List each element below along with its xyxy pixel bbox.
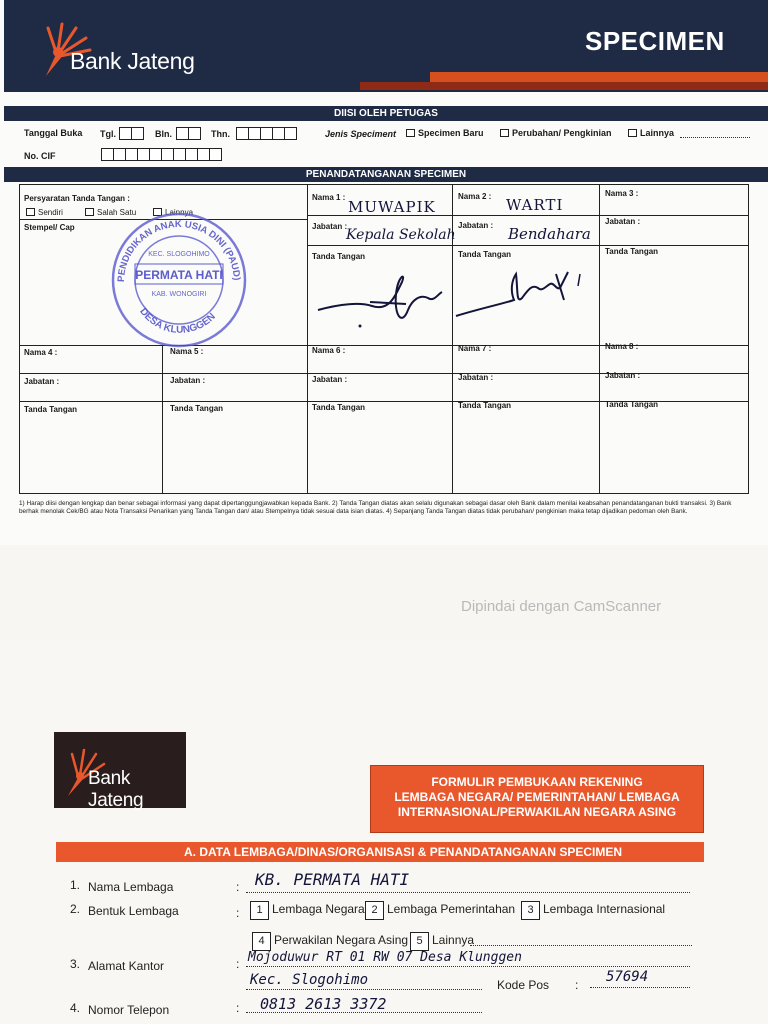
alamat-value-1[interactable]: Mojoduwur RT 01 RW 07 Desa Klunggen [248,950,522,965]
option-number-box: 3 [521,901,540,920]
opt-lembaga-negara[interactable] [250,901,365,920]
header-stripe-dark [360,82,768,90]
bln-field[interactable] [176,127,200,140]
nama1-label: Nama 1 : [312,193,346,202]
specimen-title: SPECIMEN [585,26,725,56]
opt-label: Specimen Baru [418,128,484,138]
opt-lembaga-internasional[interactable] [521,901,665,920]
bank-jateng-logo-dark [54,732,186,811]
ttd1-label: Tanda Tangan [312,252,366,261]
checkbox-icon [85,208,94,216]
nama-lembaga-label: Nama Lembaga [88,880,174,894]
persyaratan-label: Persyaratan Tanda Tangan : [24,194,130,203]
no-cif-field[interactable] [101,148,221,161]
colon: : [236,880,240,894]
opt-perwakilan-negara-asing[interactable] [252,932,408,951]
kode-pos-value[interactable]: 57694 [606,969,649,985]
kode-pos-label: Kode Pos [497,978,550,992]
alamat-kantor-label: Alamat Kantor [88,959,165,973]
opt-label: Lembaga Pemerintahan [387,902,516,916]
footnote: 1) Harap diisi dengan lengkap dan benar sebagai informasi yang dapat dipertanggungjawabkan kepada Bank. 2) Tanda Tangan diatas akan selalu digunakan sebagai dasar oleh Bank dalam menilai keabsahan penandatanganan bukti transaksi. 3) Bank berhak menolak Cek/BG atau Nota Transaksi Penarikan yang Tanda Tangan dan/ atau Stempelnya tidak sesuai data isian diatas. 4) Sepanjang Tanda Tangan diatas tidak perubahan/ pengkinian maka tetap dijadikan pedoman oleh Bank. [19,500,732,516]
nama3-label: Nama 3 : [605,189,639,198]
ttd7-label: Tanda Tangan [458,401,512,410]
jabatan8-label: Jabatan : [605,371,641,380]
checkbox-icon [406,129,415,137]
jabatan2-label: Jabatan : [458,221,494,230]
jabatan4-label: Jabatan : [24,377,60,386]
nomor-telepon-label: Nomor Telepon [88,1003,170,1017]
row1-number: 1. [70,878,81,892]
opt-lainnya[interactable] [628,128,674,138]
opt-sendiri[interactable] [26,208,63,217]
nama-lembaga-line [246,892,690,893]
title-line-1: FORMULIR PEMBUKAAN REKENING [431,775,643,789]
no-cif-label: No. CIF [24,151,56,161]
stamp-kab: KAB. WONOGIRI [151,291,207,298]
lainnya-line [680,137,750,138]
svg-text:DESA KLUNGGEN [137,306,218,336]
opt-label: Lainnya [432,933,475,947]
bank-name-2: Bank Jateng [88,768,144,811]
colon: : [236,1001,240,1015]
opt-label: Lembaga Internasional [543,902,666,916]
tgl-field[interactable] [119,127,143,140]
section-a-bar: A. DATA LEMBAGA/DINAS/ORGANISASI & PENANDATANGANAN SPECIMEN [56,842,704,862]
nama5-label: Nama 5 : [170,347,204,356]
bln-label: Bln. [155,129,172,139]
opt-label: Perwakilan Negara Asing [274,933,409,947]
ttd3-label: Tanda Tangan [605,247,659,256]
stamp-arc-top: PENDIDIKAN ANAK USIA DINI (PAUD) [115,218,242,283]
stamp-name: PERMATA HATI [135,268,223,282]
ttd5-label: Tanda Tangan [170,404,224,413]
nama2-label: Nama 2 : [458,192,492,201]
jabatan5-label: Jabatan : [170,376,206,385]
jabatan7-label: Jabatan : [458,373,494,382]
petugas-bar: DIISI OLEH PETUGAS [4,106,768,121]
row4-number: 4. [70,1001,81,1015]
ttd8-label: Tanda Tangan [605,400,659,409]
opt-label: Perubahan/ Pengkinian [512,128,612,138]
alamat-value-2[interactable]: Kec. Slogohimo [250,972,369,988]
title-line-2: LEMBAGA NEGARA/ PEMERINTAHAN/ LEMBAGA [394,790,680,804]
form-title-box [370,765,704,833]
tgl-label: Tgl. [100,129,116,139]
checkbox-icon [628,129,637,137]
lainnya-line [470,945,692,946]
stempel-label: Stempel/ Cap [24,223,75,232]
option-number-box: 2 [365,901,384,920]
opt-label: Sendiri [38,208,63,217]
row3-number: 3. [70,957,81,971]
thn-field[interactable] [236,127,296,140]
row2-number: 2. [70,902,81,916]
title-line-3: INTERNASIONAL/PERWAKILAN NEGARA ASING [397,805,677,819]
opt-label: Lainnya [165,208,194,217]
nama-lembaga-value[interactable]: KB. PERMATA HATI [255,870,410,889]
header-stripe [430,72,768,82]
nama6-label: Nama 6 : [312,346,346,355]
bentuk-lembaga-label: Bentuk Lembaga [88,904,179,918]
jabatan6-label: Jabatan : [312,375,348,384]
option-number-box: 5 [410,932,429,951]
penandatanganan-bar: PENANDATANGANAN SPECIMEN [4,167,768,182]
nama7-label: Nama 7 : [458,344,492,353]
bank-name: Bank Jateng [70,48,195,74]
jabatan1-value: Kepala Sekolah [346,227,456,243]
opt-lembaga-pemerintahan[interactable] [365,901,515,920]
alamat-line-2 [246,989,482,990]
opt-label: Salah Satu [97,208,137,217]
jabatan1-label: Jabatan : [312,222,348,231]
stamp-kec: KEC. SLOGOHIMO [148,251,210,258]
jabatan3-label: Jabatan : [605,217,641,226]
jabatan2-value: Bendahara [508,225,591,243]
tanggal-buka-label: Tanggal Buka [24,128,83,138]
ttd6-label: Tanda Tangan [312,403,366,412]
alamat-line-1 [246,966,690,967]
checkbox-icon [26,208,35,216]
stamp-arc-bottom: DESA KLUNGGEN [137,306,218,336]
camscanner-watermark: Dipindai dengan CamScanner [461,598,662,615]
thn-label: Thn. [211,129,230,139]
colon: : [236,906,240,920]
opt-label: Lainnya [640,128,675,138]
account-opening-form [0,640,768,1024]
kode-pos-line [590,987,690,988]
ttd2-label: Tanda Tangan [458,250,512,259]
option-number-box: 4 [252,932,271,951]
nomor-telepon-value[interactable]: 0813 2613 3372 [260,995,387,1013]
nama1-value: MUWAPIK [348,198,436,216]
colon: : [236,957,240,971]
option-number-box: 1 [250,901,269,920]
signature-2-icon [452,260,592,330]
nama2-value: WARTI [506,196,564,214]
opt-specimen-baru[interactable] [406,128,484,138]
nama4-label: Nama 4 : [24,348,58,357]
nama8-label: Nama 8 : [605,342,639,351]
jenis-specimen-label: Jenis Speciment [325,129,397,139]
opt-perubahan[interactable] [500,128,612,138]
signature-1-icon [310,264,450,336]
paud-stamp-icon [108,212,250,348]
ttd4-label: Tanda Tangan [24,405,78,414]
colon: : [575,978,579,992]
checkbox-icon [500,129,509,137]
opt-lainnya-lembaga[interactable] [410,932,474,951]
opt-label: Lembaga Negara [272,902,365,916]
